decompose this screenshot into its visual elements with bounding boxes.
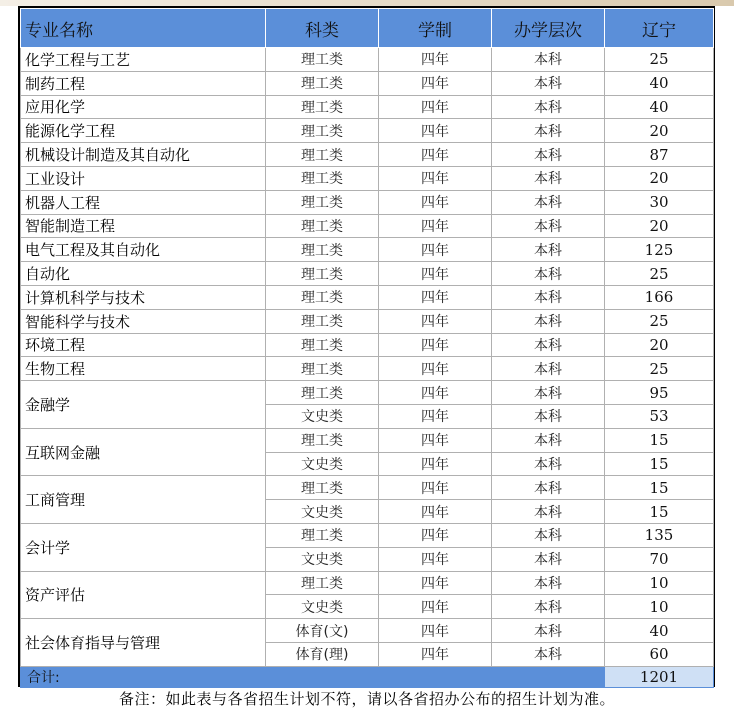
duration-cell: 四年 bbox=[379, 190, 492, 214]
duration-cell: 四年 bbox=[379, 119, 492, 143]
total-label: 合计: bbox=[21, 666, 605, 687]
level-cell: 本科 bbox=[492, 523, 605, 547]
duration-cell: 四年 bbox=[379, 476, 492, 500]
major-name: 机器人工程 bbox=[21, 190, 266, 214]
category-cell: 理工类 bbox=[266, 238, 379, 262]
duration-cell: 四年 bbox=[379, 71, 492, 95]
level-cell: 本科 bbox=[492, 381, 605, 405]
count-cell: 15 bbox=[605, 452, 714, 476]
table-row bbox=[21, 214, 714, 238]
duration-cell: 四年 bbox=[379, 619, 492, 643]
duration-cell: 四年 bbox=[379, 381, 492, 405]
duration-cell: 四年 bbox=[379, 523, 492, 547]
duration-cell: 四年 bbox=[379, 547, 492, 571]
level-cell: 本科 bbox=[492, 619, 605, 643]
level-cell: 本科 bbox=[492, 119, 605, 143]
major-name: 工业设计 bbox=[21, 166, 266, 190]
major-name: 智能制造工程 bbox=[21, 214, 266, 238]
level-cell: 本科 bbox=[492, 595, 605, 619]
level-cell: 本科 bbox=[492, 547, 605, 571]
count-cell: 20 bbox=[605, 119, 714, 143]
table-row bbox=[21, 523, 714, 547]
duration-cell: 四年 bbox=[379, 428, 492, 452]
count-cell: 87 bbox=[605, 143, 714, 167]
major-name: 机械设计制造及其自动化 bbox=[21, 143, 266, 167]
table-row bbox=[21, 476, 714, 500]
header-duration: 学制 bbox=[379, 9, 492, 48]
enrollment-plan-table bbox=[18, 6, 715, 687]
count-cell: 60 bbox=[605, 642, 714, 666]
count-cell: 20 bbox=[605, 333, 714, 357]
major-name: 计算机科学与技术 bbox=[21, 285, 266, 309]
count-cell: 10 bbox=[605, 595, 714, 619]
category-cell: 理工类 bbox=[266, 476, 379, 500]
count-cell: 125 bbox=[605, 238, 714, 262]
duration-cell: 四年 bbox=[379, 262, 492, 286]
level-cell: 本科 bbox=[492, 262, 605, 286]
category-cell: 理工类 bbox=[266, 357, 379, 381]
table-row bbox=[21, 95, 714, 119]
count-cell: 15 bbox=[605, 428, 714, 452]
duration-cell: 四年 bbox=[379, 238, 492, 262]
header-province: 辽宁 bbox=[605, 9, 714, 48]
table-row bbox=[21, 619, 714, 643]
major-name: 电气工程及其自动化 bbox=[21, 238, 266, 262]
duration-cell: 四年 bbox=[379, 333, 492, 357]
category-cell: 理工类 bbox=[266, 309, 379, 333]
major-name: 资产评估 bbox=[21, 571, 266, 619]
count-cell: 40 bbox=[605, 619, 714, 643]
total-value: 1201 bbox=[605, 666, 714, 687]
table-row bbox=[21, 428, 714, 452]
table-row bbox=[21, 143, 714, 167]
count-cell: 25 bbox=[605, 48, 714, 72]
table-row bbox=[21, 48, 714, 72]
category-cell: 理工类 bbox=[266, 381, 379, 405]
duration-cell: 四年 bbox=[379, 166, 492, 190]
footnote: 备注：如此表与各省招生计划不符，请以各省招办公布的招生计划为准。 bbox=[118, 690, 615, 708]
duration-cell: 四年 bbox=[379, 571, 492, 595]
count-cell: 135 bbox=[605, 523, 714, 547]
level-cell: 本科 bbox=[492, 571, 605, 595]
category-cell: 理工类 bbox=[266, 285, 379, 309]
level-cell: 本科 bbox=[492, 452, 605, 476]
level-cell: 本科 bbox=[492, 357, 605, 381]
table-row bbox=[21, 71, 714, 95]
duration-cell: 四年 bbox=[379, 48, 492, 72]
major-name: 社会体育指导与管理 bbox=[21, 619, 266, 667]
major-name: 会计学 bbox=[21, 523, 266, 571]
category-cell: 文史类 bbox=[266, 452, 379, 476]
duration-cell: 四年 bbox=[379, 595, 492, 619]
major-name: 化学工程与工艺 bbox=[21, 48, 266, 72]
table-row bbox=[21, 381, 714, 405]
table-row bbox=[21, 571, 714, 595]
duration-cell: 四年 bbox=[379, 404, 492, 428]
count-cell: 20 bbox=[605, 166, 714, 190]
count-cell: 15 bbox=[605, 476, 714, 500]
duration-cell: 四年 bbox=[379, 642, 492, 666]
category-cell: 理工类 bbox=[266, 428, 379, 452]
major-name: 工商管理 bbox=[21, 476, 266, 524]
count-cell: 95 bbox=[605, 381, 714, 405]
level-cell: 本科 bbox=[492, 71, 605, 95]
duration-cell: 四年 bbox=[379, 357, 492, 381]
count-cell: 53 bbox=[605, 404, 714, 428]
level-cell: 本科 bbox=[492, 95, 605, 119]
category-cell: 文史类 bbox=[266, 404, 379, 428]
duration-cell: 四年 bbox=[379, 309, 492, 333]
count-cell: 166 bbox=[605, 285, 714, 309]
level-cell: 本科 bbox=[492, 166, 605, 190]
major-name: 自动化 bbox=[21, 262, 266, 286]
category-cell: 理工类 bbox=[266, 262, 379, 286]
count-cell: 40 bbox=[605, 71, 714, 95]
count-cell: 40 bbox=[605, 95, 714, 119]
major-name: 制药工程 bbox=[21, 71, 266, 95]
category-cell: 理工类 bbox=[266, 166, 379, 190]
count-cell: 25 bbox=[605, 309, 714, 333]
table-row bbox=[21, 357, 714, 381]
header-level: 办学层次 bbox=[492, 9, 605, 48]
table-row bbox=[21, 238, 714, 262]
count-cell: 10 bbox=[605, 571, 714, 595]
major-name: 应用化学 bbox=[21, 95, 266, 119]
level-cell: 本科 bbox=[492, 285, 605, 309]
duration-cell: 四年 bbox=[379, 285, 492, 309]
count-cell: 25 bbox=[605, 357, 714, 381]
category-cell: 理工类 bbox=[266, 95, 379, 119]
duration-cell: 四年 bbox=[379, 95, 492, 119]
major-name: 环境工程 bbox=[21, 333, 266, 357]
header-category: 科类 bbox=[266, 9, 379, 48]
duration-cell: 四年 bbox=[379, 214, 492, 238]
count-cell: 15 bbox=[605, 500, 714, 524]
category-cell: 理工类 bbox=[266, 571, 379, 595]
table-row bbox=[21, 119, 714, 143]
table-row bbox=[21, 166, 714, 190]
table-row bbox=[21, 333, 714, 357]
level-cell: 本科 bbox=[492, 428, 605, 452]
category-cell: 理工类 bbox=[266, 119, 379, 143]
category-cell: 理工类 bbox=[266, 48, 379, 72]
count-cell: 20 bbox=[605, 214, 714, 238]
count-cell: 30 bbox=[605, 190, 714, 214]
major-name: 互联网金融 bbox=[21, 428, 266, 476]
category-cell: 理工类 bbox=[266, 523, 379, 547]
level-cell: 本科 bbox=[492, 48, 605, 72]
level-cell: 本科 bbox=[492, 500, 605, 524]
duration-cell: 四年 bbox=[379, 500, 492, 524]
table-row bbox=[21, 190, 714, 214]
category-cell: 文史类 bbox=[266, 595, 379, 619]
table-row bbox=[21, 285, 714, 309]
count-cell: 25 bbox=[605, 262, 714, 286]
category-cell: 理工类 bbox=[266, 333, 379, 357]
count-cell: 70 bbox=[605, 547, 714, 571]
category-cell: 理工类 bbox=[266, 214, 379, 238]
duration-cell: 四年 bbox=[379, 143, 492, 167]
major-name: 智能科学与技术 bbox=[21, 309, 266, 333]
level-cell: 本科 bbox=[492, 238, 605, 262]
level-cell: 本科 bbox=[492, 214, 605, 238]
category-cell: 文史类 bbox=[266, 500, 379, 524]
level-cell: 本科 bbox=[492, 190, 605, 214]
level-cell: 本科 bbox=[492, 642, 605, 666]
category-cell: 体育(文) bbox=[266, 619, 379, 643]
level-cell: 本科 bbox=[492, 309, 605, 333]
major-name: 金融学 bbox=[21, 381, 266, 429]
header-major: 专业名称 bbox=[21, 9, 266, 48]
table-header-row bbox=[21, 9, 714, 48]
level-cell: 本科 bbox=[492, 333, 605, 357]
level-cell: 本科 bbox=[492, 404, 605, 428]
level-cell: 本科 bbox=[492, 476, 605, 500]
category-cell: 文史类 bbox=[266, 547, 379, 571]
major-name: 生物工程 bbox=[21, 357, 266, 381]
total-row bbox=[21, 666, 714, 687]
category-cell: 理工类 bbox=[266, 190, 379, 214]
category-cell: 理工类 bbox=[266, 71, 379, 95]
table-row bbox=[21, 262, 714, 286]
level-cell: 本科 bbox=[492, 143, 605, 167]
category-cell: 体育(理) bbox=[266, 642, 379, 666]
major-name: 能源化学工程 bbox=[21, 119, 266, 143]
table-row bbox=[21, 309, 714, 333]
duration-cell: 四年 bbox=[379, 452, 492, 476]
category-cell: 理工类 bbox=[266, 143, 379, 167]
